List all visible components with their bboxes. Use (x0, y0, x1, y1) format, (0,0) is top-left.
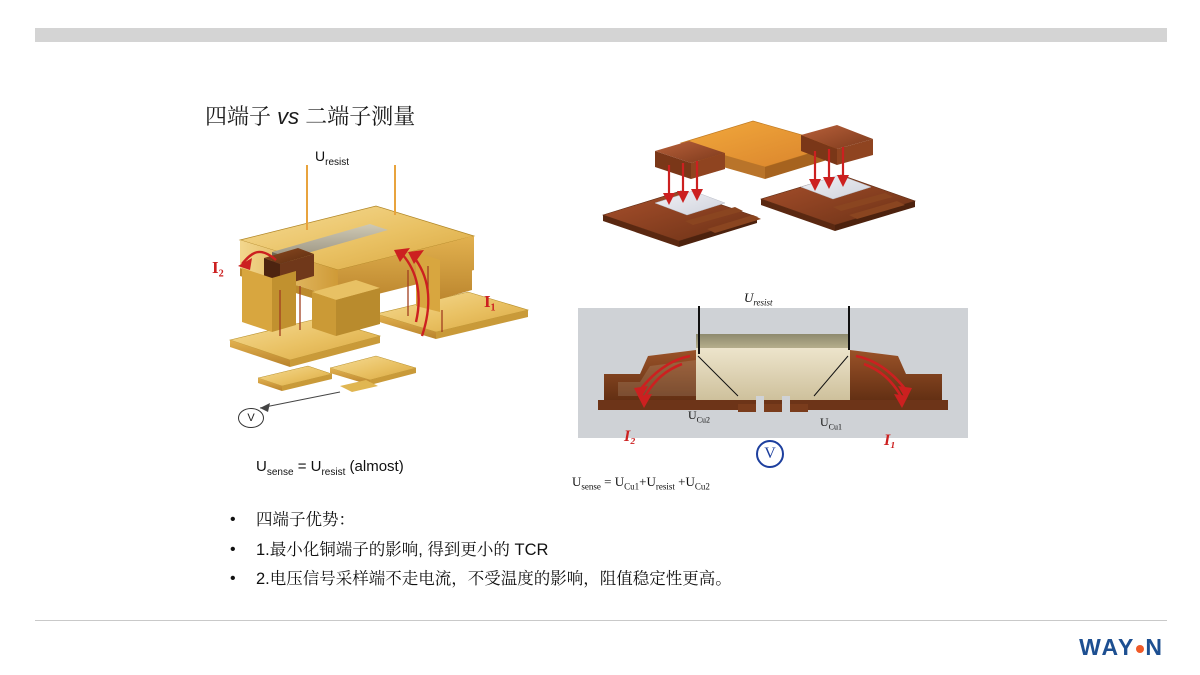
top-decorative-bar (35, 28, 1167, 42)
bullet-list (230, 510, 1030, 599)
bullet-marker: • (230, 540, 236, 558)
bullet-text: 1.最小化铜端子的影响, 得到更小的 TCR (256, 540, 549, 559)
left-eq-rhs-sub: resist (321, 467, 346, 478)
cs-voltmeter-symbol: V (756, 440, 784, 468)
left-uresist-u: U (315, 148, 326, 164)
page-title (205, 100, 415, 131)
left-current-label-i2: I₂ (212, 258, 224, 277)
right-top-pcb (603, 175, 915, 247)
cs-ucu2-u: U (688, 408, 697, 422)
left-eq-tail: (almost) (345, 458, 404, 475)
left-uresist-leader-b (394, 165, 396, 215)
cs-ucu1-u: U (820, 415, 829, 429)
footer-divider (35, 620, 1167, 621)
bullet-marker: • (230, 511, 236, 528)
left-voltmeter-leader (260, 392, 340, 412)
cs-current-label-i2: I₂ (624, 428, 636, 445)
left-uresist-sub: resist (325, 156, 350, 168)
left-uresist-label (315, 148, 349, 168)
cs-uresist-u: U (744, 290, 754, 305)
page-title-post: 二端子测量 (299, 104, 416, 129)
list-item (230, 540, 1030, 561)
brand-logo (1079, 634, 1164, 661)
cs-uresist-leader-right (848, 306, 850, 350)
page-title-pre: 四端子 (205, 104, 278, 129)
page-title-vs: vs (277, 104, 300, 129)
left-voltmeter-symbol: V (238, 408, 264, 428)
two-terminal-exploded-diagram (585, 95, 945, 275)
cross-section-uresist-label (744, 290, 773, 308)
two-terminal-cross-section-diagram (578, 308, 968, 438)
cs-current-label-i1: I₁ (884, 432, 896, 449)
brand-logo-main: WAY (1079, 634, 1136, 660)
cs-ucu1-label (820, 415, 842, 431)
brand-logo-dot (1136, 645, 1144, 653)
cs-ucu2-sub: Cu2 (696, 415, 711, 425)
bullet-text: 2.电压信号采样端不走电流，不受温度的影响，阻值稳定性更高。 (256, 570, 732, 589)
right-top-resistor (655, 121, 873, 179)
bullet-text: 四端子优势： (256, 511, 355, 529)
left-current-label-i1: I₁ (484, 292, 496, 311)
cs-ucu1-sub: Cu1 (828, 422, 843, 432)
bullet-marker: • (230, 570, 236, 588)
cs-uresist-sub: resist (753, 297, 773, 308)
brand-logo-tail: N (1145, 634, 1164, 660)
cs-ucu2-label (688, 408, 710, 424)
left-eq-lhs-sub: sense (266, 467, 294, 478)
list-item (230, 510, 1030, 531)
left-uresist-leader-a (306, 165, 308, 230)
cs-uresist-leader-left (698, 306, 700, 354)
left-eq-mid: = U (293, 458, 322, 475)
cross-section-equation: $U_{sense} = U_{Cu1}+U_{resist} +U_{Cu2}$ (572, 474, 710, 492)
list-item (230, 569, 1030, 590)
left-equation (256, 458, 404, 478)
left-eq-lhs: U (256, 458, 267, 475)
